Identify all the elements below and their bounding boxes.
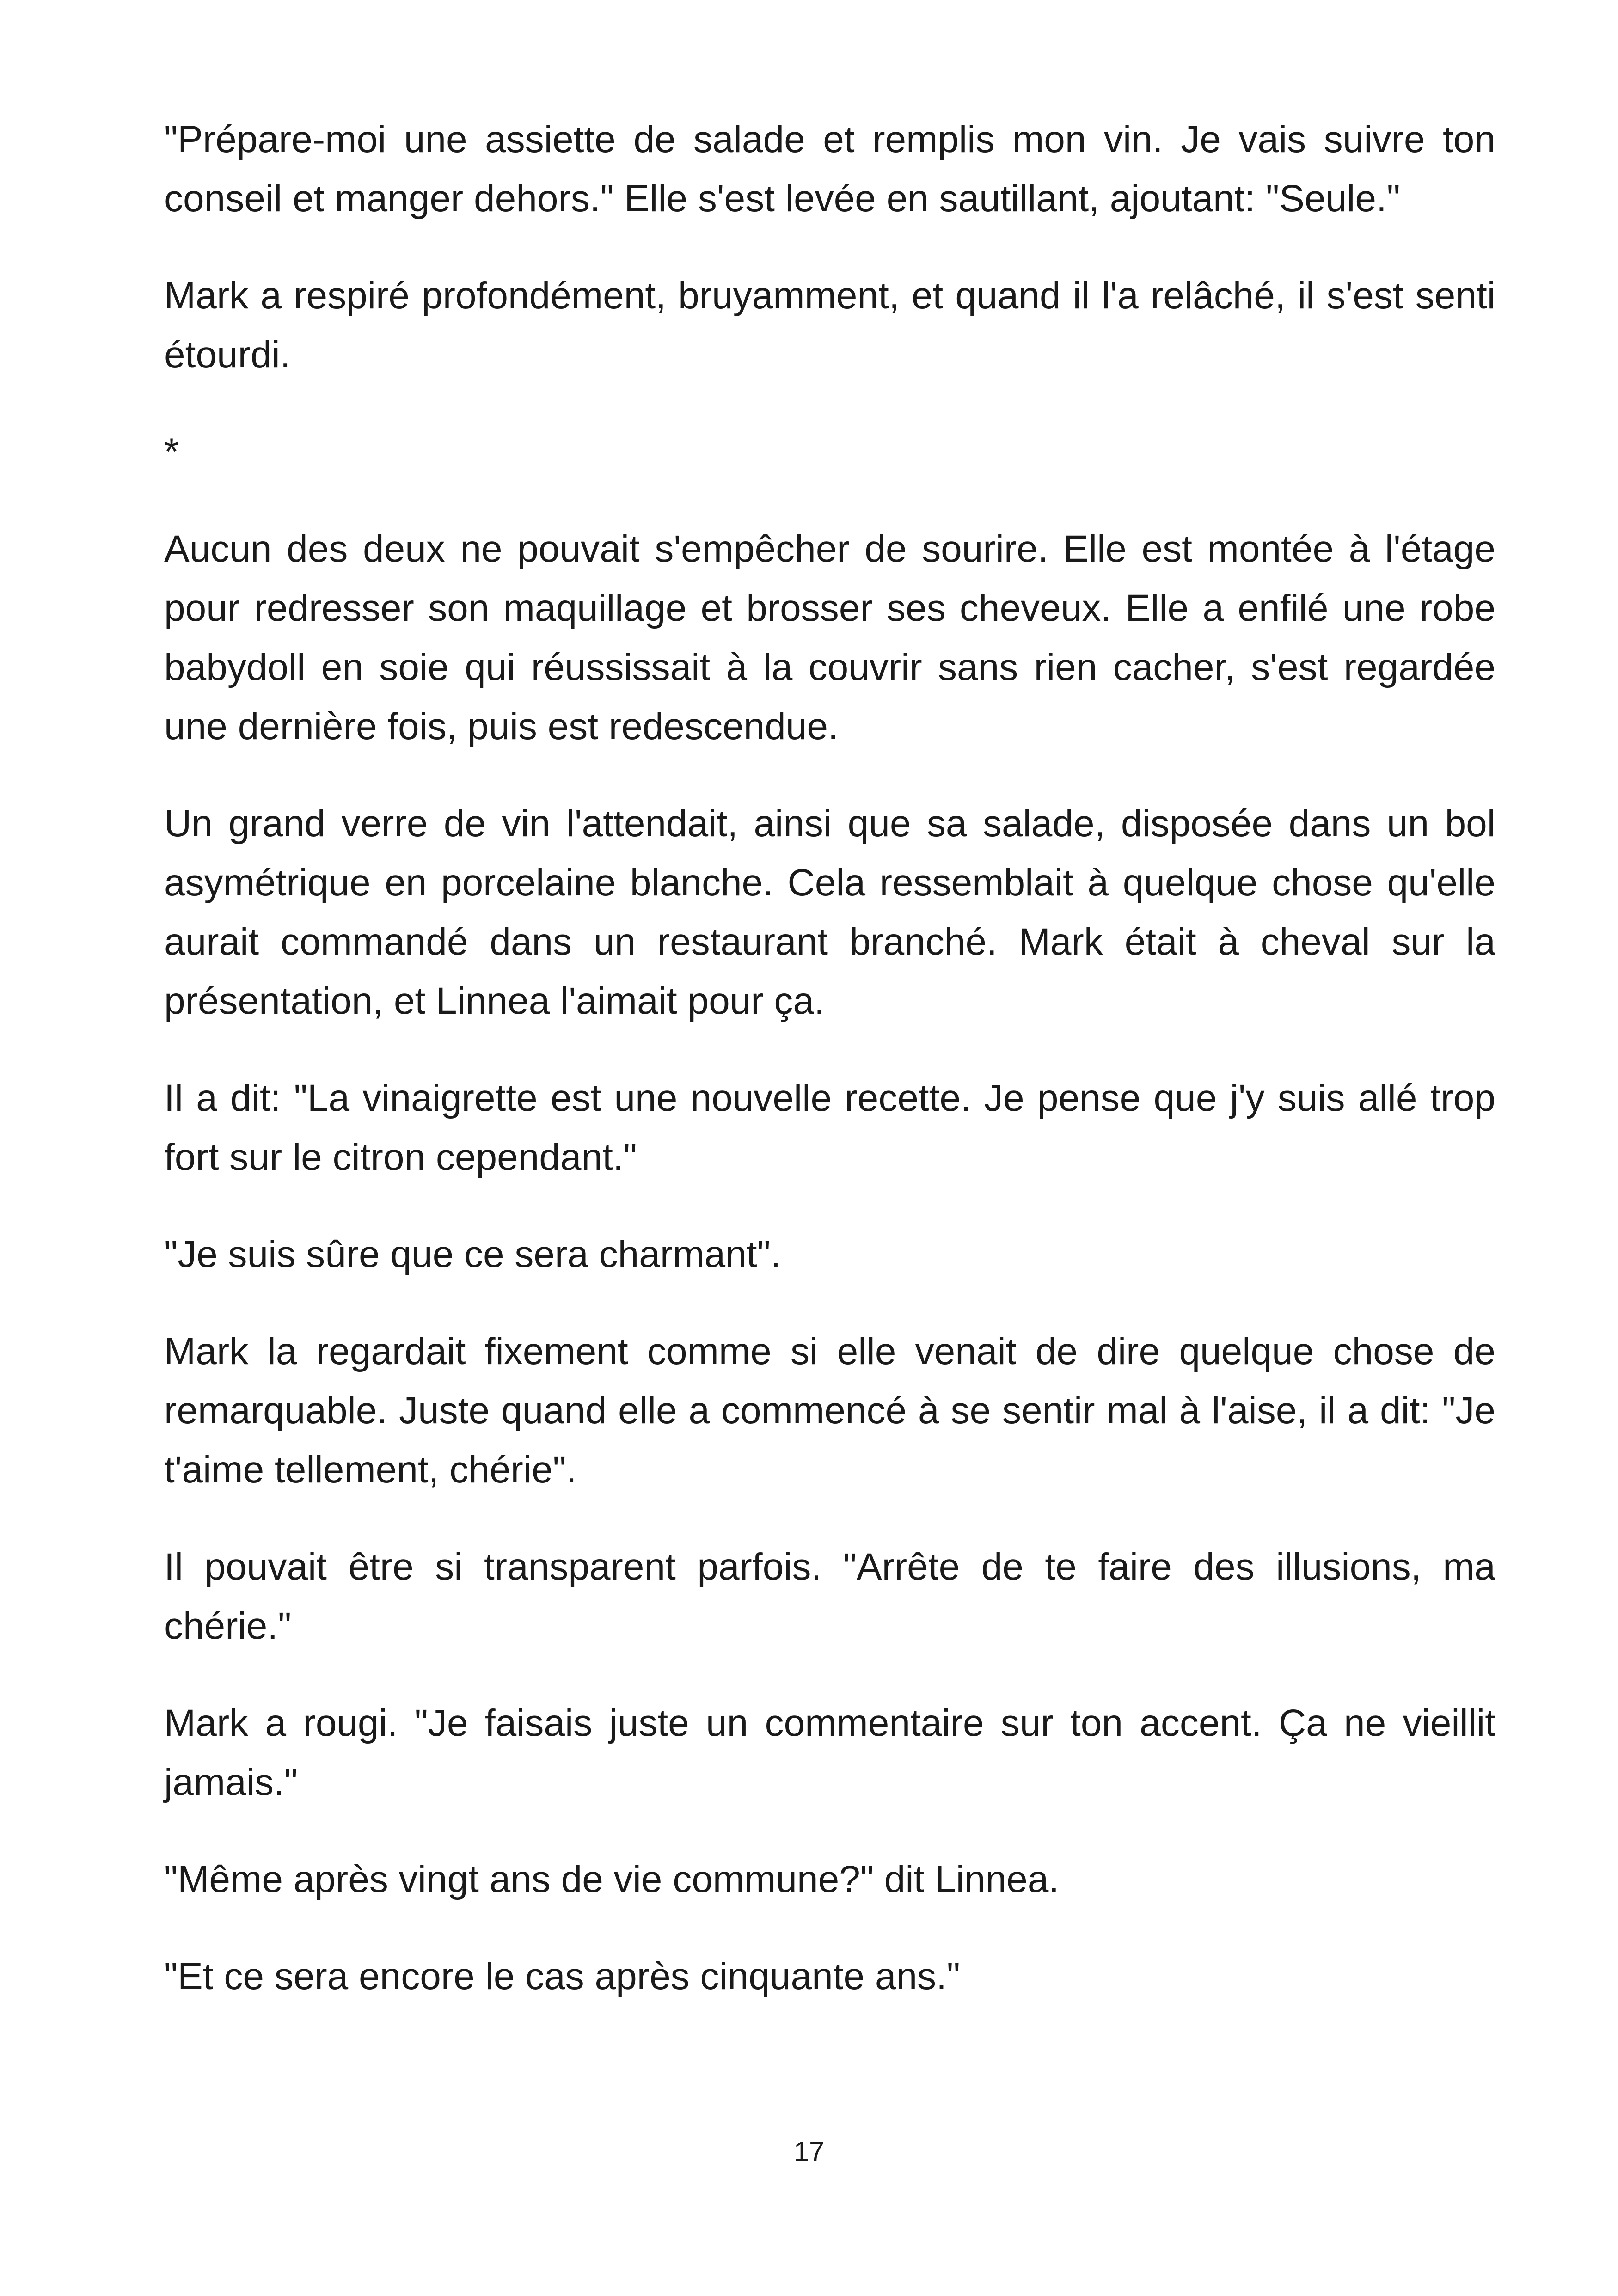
paragraph: Il a dit: "La vinaigrette est une nouvelle recette. Je pense que j'y suis allé trop fort sur le citron cependant." — [164, 1077, 1495, 1178]
page-number: 17 — [793, 2136, 825, 2167]
paragraph: "Prépare-moi une assiette de salade et remplis mon vin. Je vais suivre ton conseil et manger dehors." Elle s'est levée en sautillant, ajoutant: "Seule." — [164, 118, 1495, 220]
paragraph: Aucun des deux ne pouvait s'empêcher de sourire. Elle est montée à l'étage pour redresser son maquillage et brosser ses cheveux. Elle a enfilé une robe babydoll en soie qui réussissait à la couvrir sans rien cacher, s'est regardée une dernière fois, puis est redescendue. — [164, 528, 1495, 747]
paragraph: "Je suis sûre que ce sera charmant". — [164, 1233, 781, 1275]
paragraph: Mark a respiré profondément, bruyamment, et quand il l'a relâché, il s'est senti étourdi. — [164, 275, 1495, 376]
section-separator: * — [164, 431, 179, 473]
paragraph: "Et ce sera encore le cas après cinquante ans." — [164, 1955, 960, 1997]
paragraph: "Même après vingt ans de vie commune?" dit Linnea. — [164, 1858, 1060, 1900]
paragraph: Un grand verre de vin l'attendait, ainsi que sa salade, disposée dans un bol asymétrique en porcelaine blanche. Cela ressemblait à quelque chose qu'elle aurait commandé dans un restaurant branché. Mark était à cheval sur la présentation, et Linnea l'aimait pour ça. — [164, 802, 1495, 1022]
body-text — [164, 110, 1495, 2044]
paragraph: Mark a rougi. "Je faisais juste un commentaire sur ton accent. Ça ne vieillit jamais." — [164, 1702, 1495, 1803]
paragraph: Mark la regardait fixement comme si elle venait de dire quelque chose de remarquable. Juste quand elle a commencé à se sentir mal à l'aise, il a dit: "Je t'aime tellement, chérie". — [164, 1330, 1495, 1491]
paragraph: Il pouvait être si transparent parfois. "Arrête de te faire des illusions, ma chérie." — [164, 1546, 1495, 1647]
